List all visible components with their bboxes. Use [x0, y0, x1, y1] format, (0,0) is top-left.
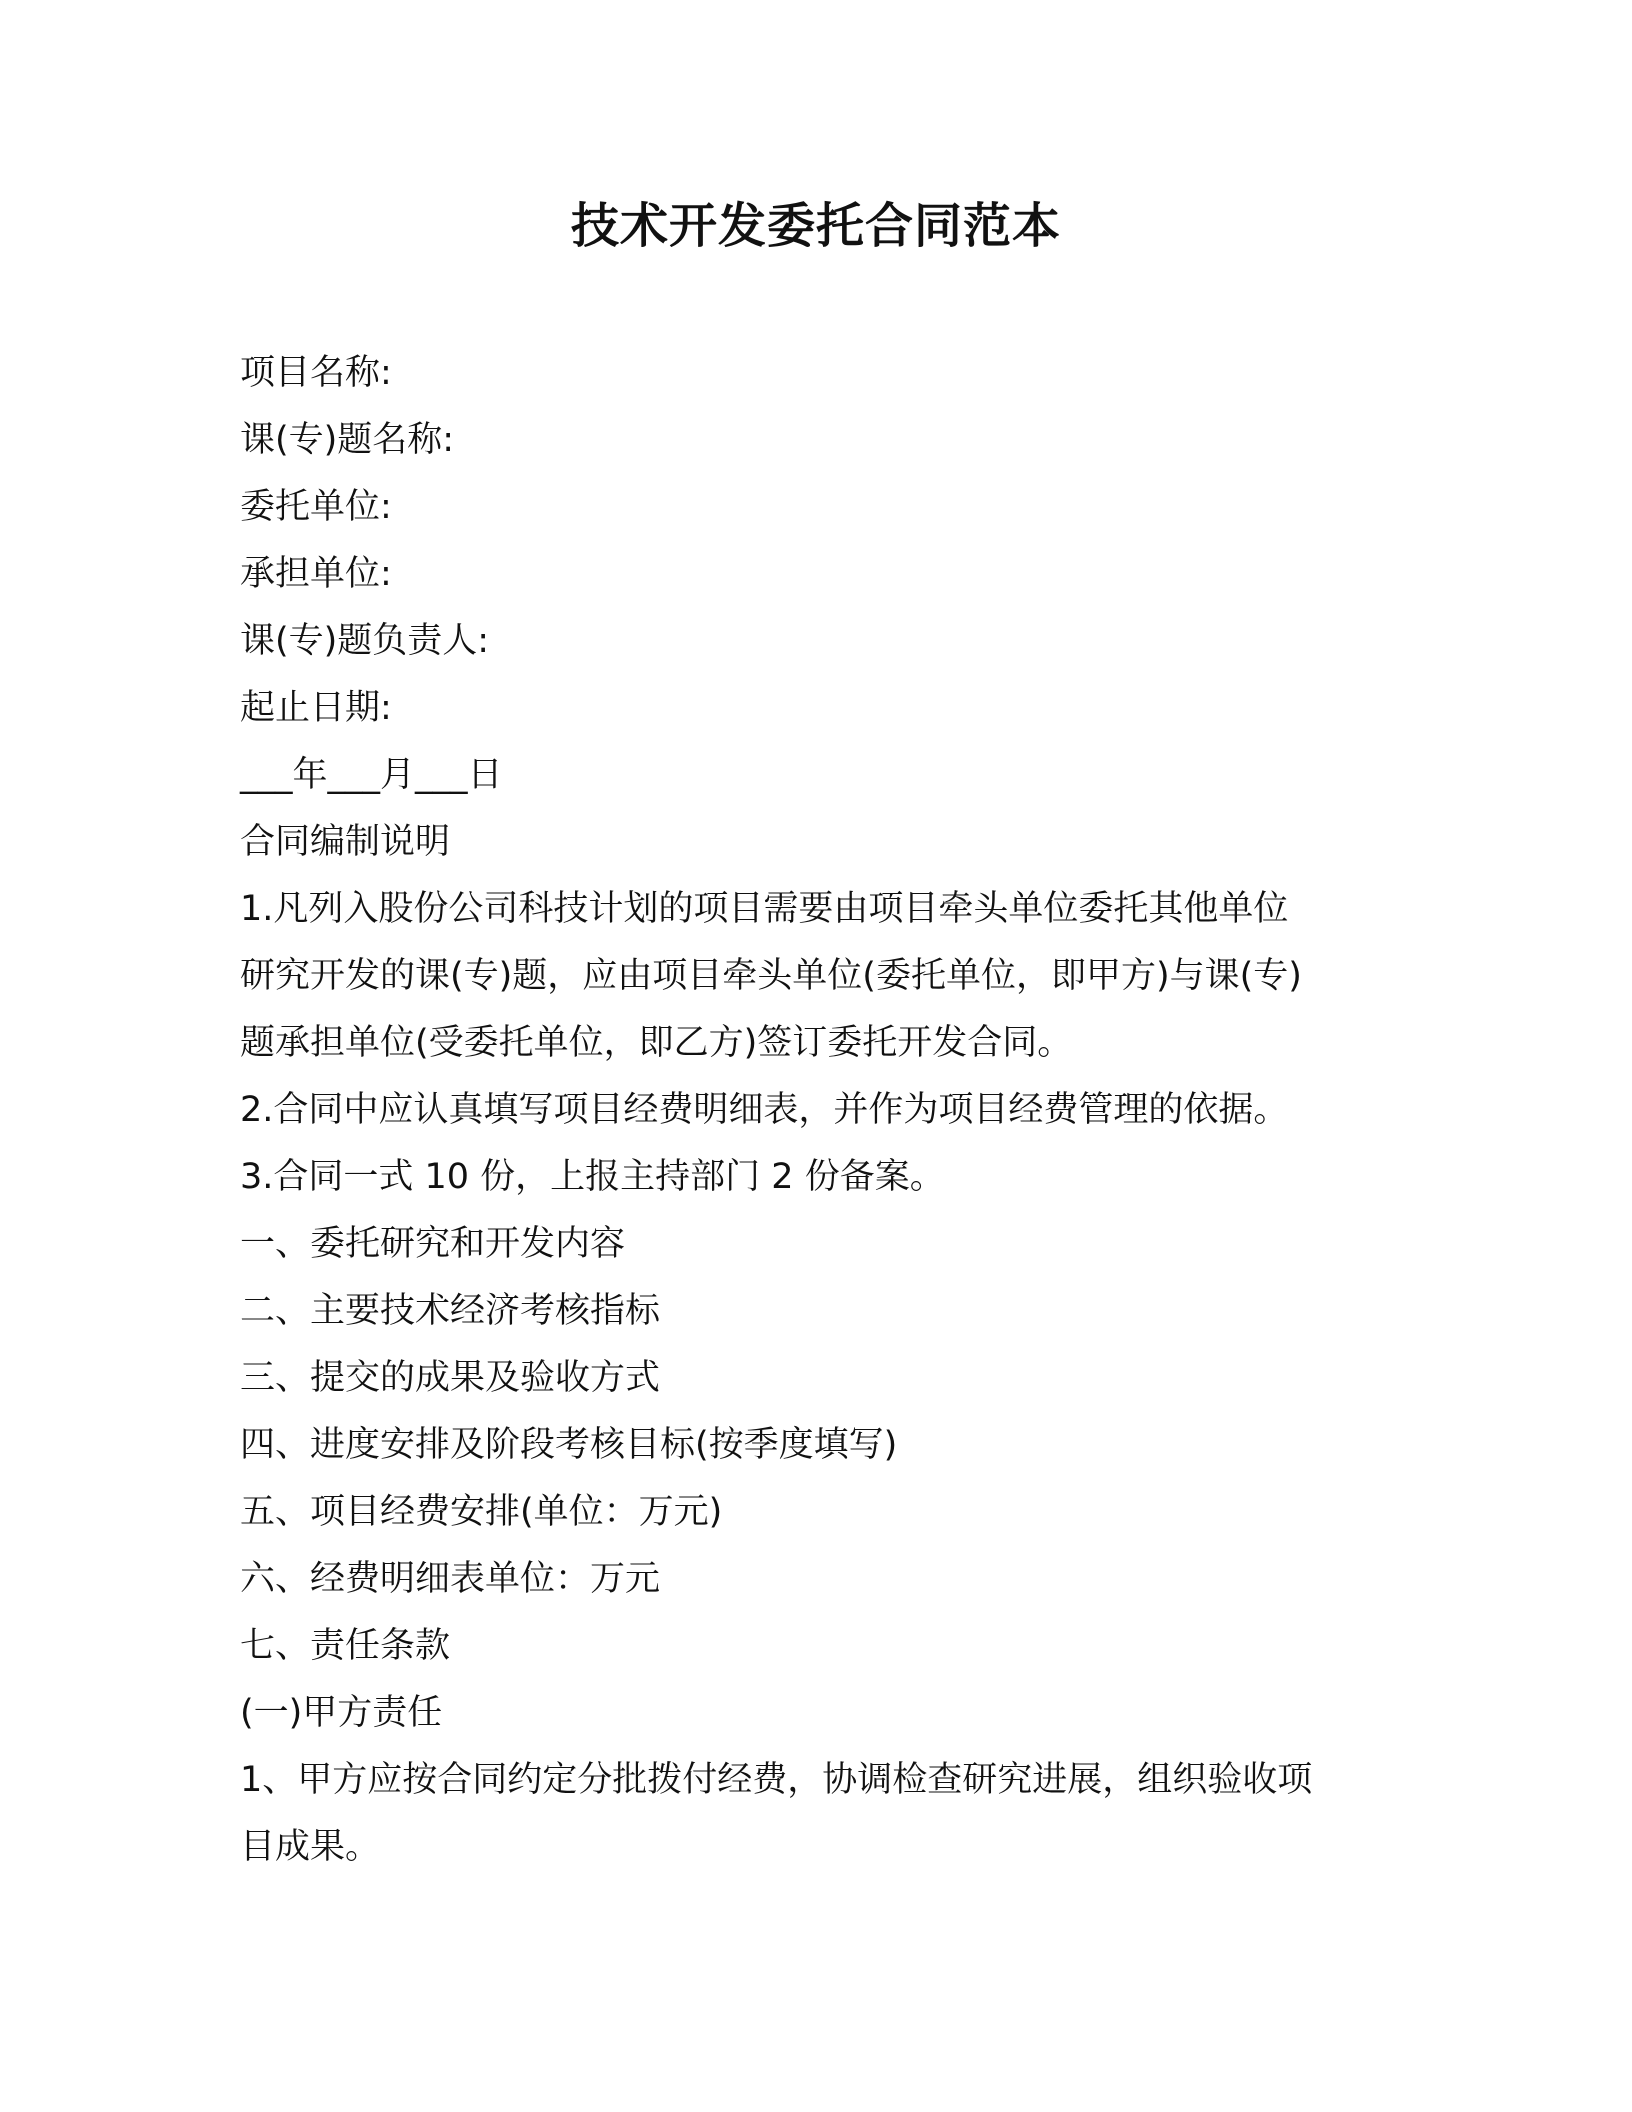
section-heading-3: 三、提交的成果及验收方式: [240, 1358, 661, 1398]
party-a-clause-1-line-2: 目成果。: [240, 1827, 381, 1867]
party-a-clause-1-line-1: 1、甲方应按合同约定分批拨付经费，协调检查研究进展，组织验收项: [240, 1760, 1313, 1800]
field-subject-name: 课(专)题名称:: [240, 420, 455, 460]
note-1-line-2: 研究开发的课(专)题，应由项目牵头单位(委托单位，即甲方)与课(专): [240, 956, 1302, 996]
document-title: 技术开发委托合同范本: [570, 198, 1061, 254]
section-heading-5: 五、项目经费安排(单位：万元): [240, 1492, 723, 1532]
subsection-heading-party-a: (一)甲方责任: [240, 1693, 443, 1733]
note-2: 2.合同中应认真填写项目经费明细表，并作为项目经费管理的依据。: [240, 1090, 1289, 1130]
section-heading-1: 一、委托研究和开发内容: [240, 1224, 626, 1264]
section-heading-4: 四、进度安排及阶段考核目标(按季度填写): [240, 1425, 898, 1465]
section-heading-compilation-notes: 合同编制说明: [240, 822, 451, 862]
field-subject-leader: 课(专)题负责人:: [240, 621, 490, 661]
note-1-line-3: 题承担单位(受委托单位，即乙方)签订委托开发合同。: [240, 1023, 1073, 1063]
section-heading-6: 六、经费明细表单位：万元: [240, 1559, 661, 1599]
date-blank-line: ___年___月___日: [240, 755, 503, 795]
section-heading-7: 七、责任条款: [240, 1626, 451, 1666]
note-3: 3.合同一式 10 份，上报主持部门 2 份备案。: [240, 1157, 945, 1197]
note-1-line-1: 1.凡列入股份公司科技计划的项目需要由项目牵头单位委托其他单位: [240, 889, 1289, 929]
field-project-name: 项目名称:: [240, 353, 392, 393]
field-undertaking-unit: 承担单位:: [240, 554, 392, 594]
field-entrusting-unit: 委托单位:: [240, 487, 392, 527]
section-heading-2: 二、主要技术经济考核指标: [240, 1291, 661, 1331]
document-body: [240, 340, 1400, 1881]
field-start-end-date: 起止日期:: [240, 688, 392, 728]
